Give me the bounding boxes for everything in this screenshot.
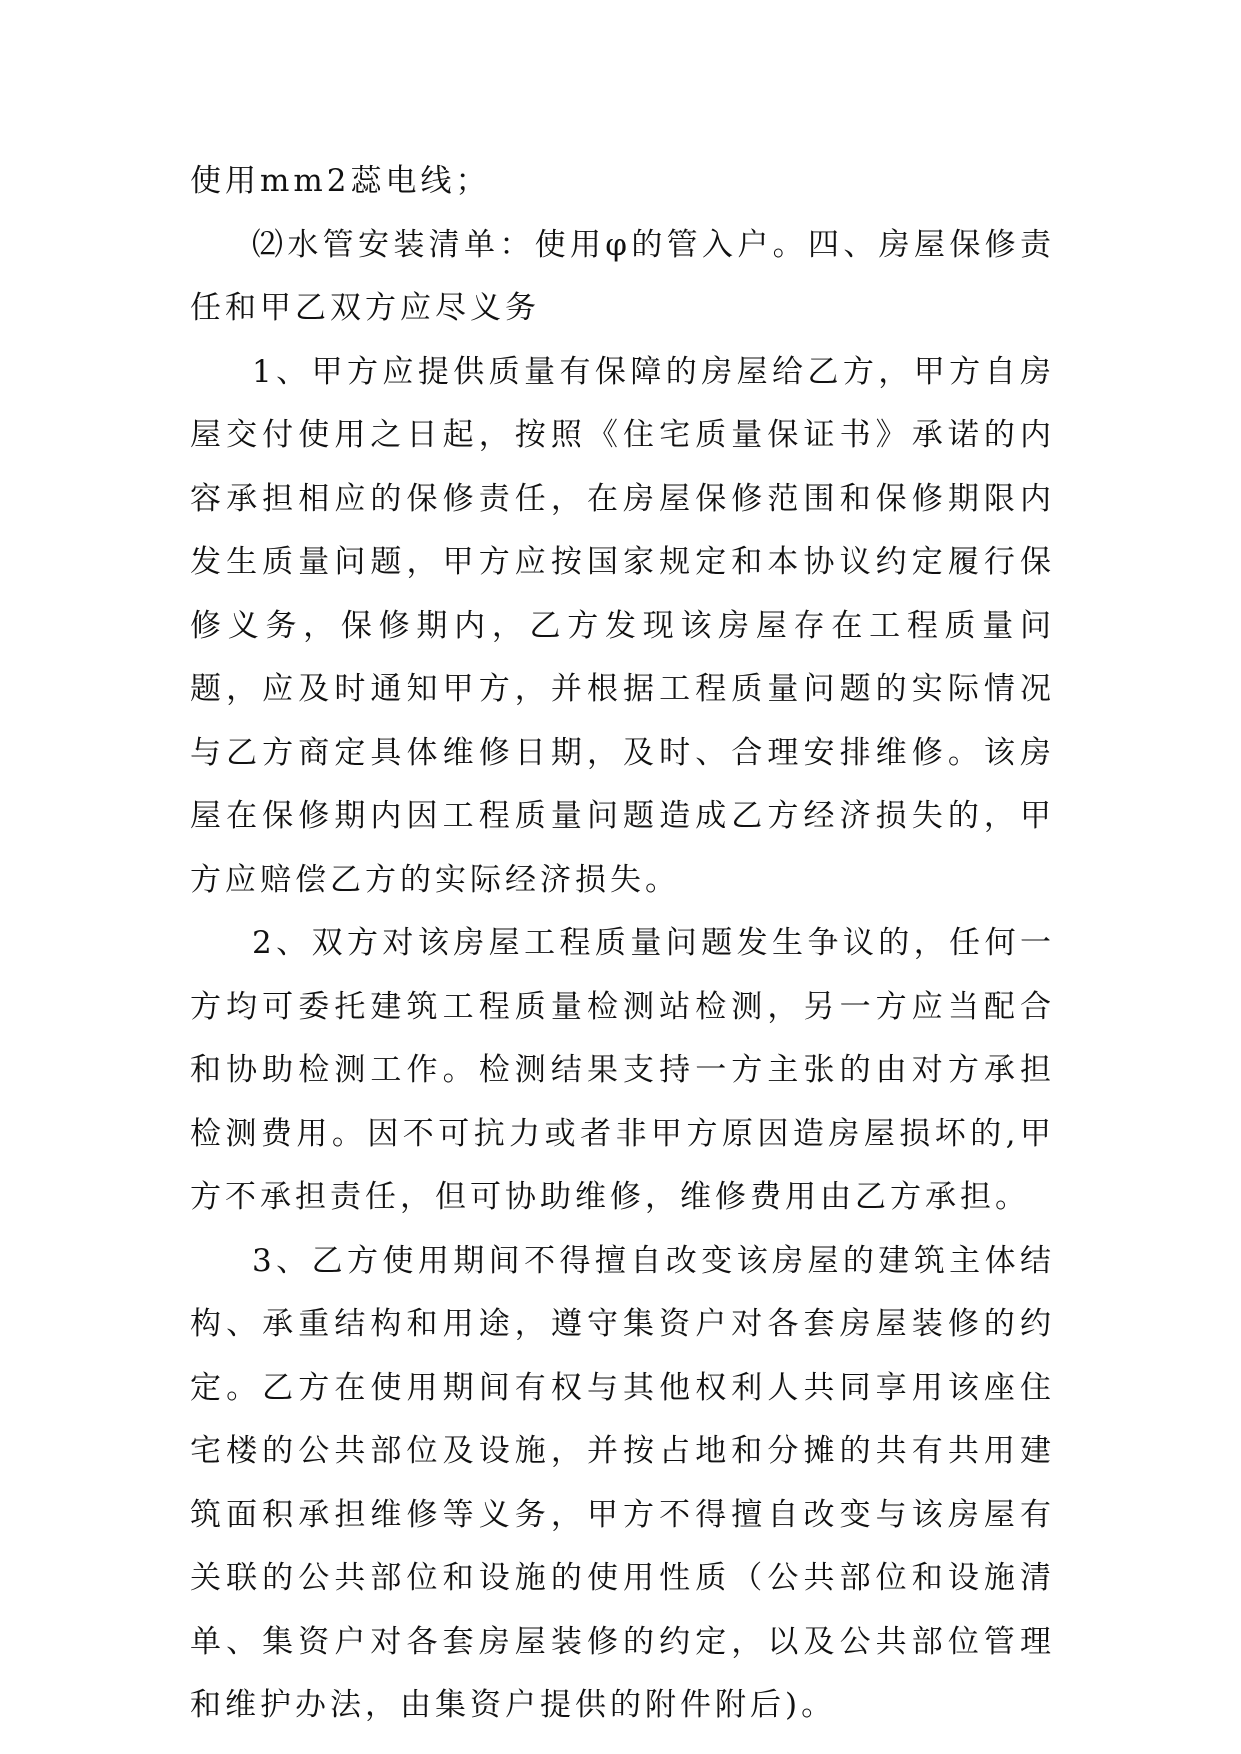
paragraph-clause-1: 1、甲方应提供质量有保障的房屋给乙方，甲方自房屋交付使用之日起，按照《住宅质量保证书》承诺的内容承担相应的保修责任，在房屋保修范围和保修期限内发生质量问题，甲方应按国家规定和本协议约定履行保修义务，保修期内，乙方发现该房屋存在工程质量问题，应及时通知甲方，并根据工程质量问题的实际情况与乙方商定具体维修日期，及时、合理安排维修。该房屋在保修期内因工程质量问题造成乙方经济损失的，甲方应赔偿乙方的实际经济损失。	[190, 353, 1055, 898]
paragraph-clause-2: 2、双方对该房屋工程质量问题发生争议的，任何一方均可委托建筑工程质量检测站检测，另一方应当配合和协助检测工作。检测结果支持一方主张的由对方承担检测费用。因不可抗力或者非甲方原因造房屋损坏的,甲方不承担责任，但可协助维修，维修费用由乙方承担。	[190, 925, 1055, 1215]
document-page	[190, 150, 1055, 1738]
paragraph-clause-3: 3、乙方使用期间不得擅自改变该房屋的建筑主体结构、承重结构和用途，遵守集资户对各套房屋装修的约定。乙方在使用期间有权与其他权利人共同享用该座住宅楼的公共部位及设施，并按占地和分摊的共有共用建筑面积承担维修等义务，甲方不得擅自改变与该房屋有关联的公共部位和设施的使用性质（公共部位和设施清单、集资户对各套房屋装修的约定，以及公共部位管理和维护办法，由集资户提供的附件附后)。	[190, 1242, 1055, 1723]
paragraph-wiring: 使用mm2蕊电线；	[190, 163, 491, 199]
paragraph-water-pipe: ⑵水管安装清单：使用φ的管入户。四、房屋保修责任和甲乙双方应尽义务	[190, 226, 1055, 326]
